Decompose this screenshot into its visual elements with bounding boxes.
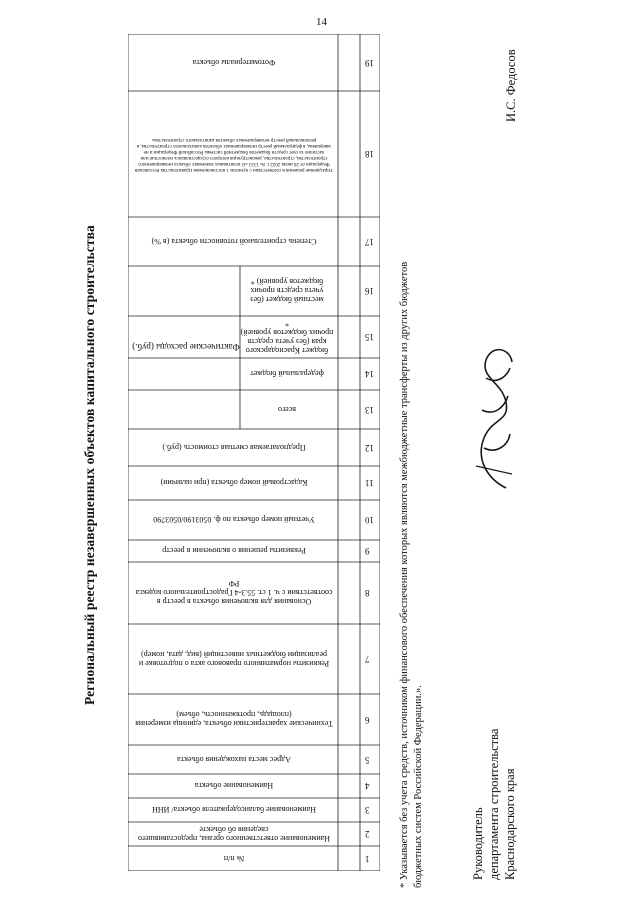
registry-table [128,34,380,871]
column-header: Предполагаемая сметная стоимость (руб.) [162,443,306,452]
column-number: 7 [365,654,370,664]
footnote [398,28,426,888]
column-header: Адрес места нахождения объекта [177,755,291,764]
column-number: 8 [365,588,370,598]
column-number: 10 [365,515,374,525]
column-header: Наименование объекта [194,781,274,791]
signer-position-line-3: Краснодарского края [503,768,517,880]
column-number: 6 [365,714,370,725]
column-number: 5 [365,754,370,765]
footnote-line-1: * Указывается без учета средств, источником финансового обеспечения которых являются межбюджетные трансферты из других бюджетов [399,261,410,888]
column-header: Основания для включения объекта в реестр в соответствии с ч. 1 ст. 55.3-4 Градостроительного кодекса РФ [135,579,333,607]
column-number: 18 [365,149,374,159]
column-number: 12 [365,442,374,453]
signer-name: И.С. Федосов [504,49,518,122]
page-number: 14 [316,16,327,28]
column-number: 9 [365,546,370,556]
column-number: 1 [365,853,370,864]
column-header: всего [278,405,297,414]
column-header: бюджет Краснодарского края (без учета средств прочих бюджетов уровней) * [240,319,334,355]
column-number: 19 [365,57,374,68]
column-number: 16 [365,286,374,296]
column-header: Кадастровый номер объекта (при наличии) [160,478,308,488]
column-number: 3 [365,805,370,815]
document-title: Региональный реестр незавершенных объектов капитального строительства [82,225,97,705]
column-number: 13 [365,404,374,415]
signer-position-line-1: Руководитель [471,807,485,880]
column-number: 14 [365,369,374,379]
column-header: Степень строительной готовности объекта (в %) [151,237,317,246]
column-header: Учетный номер объекта по ф. 0503190/0503790 [153,515,315,525]
column-header: Упразднение решения в соответствии с пунктом 1 постановления Правительства Российской Федерации от 26 июля 2022 г. № 1333 «О позитивных значениях объекта незавершенного строительства, строительство, реконструкция которого осуществлялись полностью или частично за счет средств бюджетов бюджетной системы Российской Федерации и не завершены, в федеральный реестр незавершенных объектов капитального строительства, в региональный реестр незавершенных объектов капитального строительства» [134,137,334,172]
group-header-expenses: Фактические расходы (руб.) [132,342,240,353]
column-header: Реквизиты нормативного правового акта о подготовке и реализации бюджетных инвестиций (вид, дата, номер) [138,650,330,668]
signer-position-line-2: департамента строительства [487,728,501,880]
column-header: местный бюджет (без учета средств прочих бюджетов уровней) * [250,277,324,305]
column-number: 2 [365,829,370,839]
column-header: № п/п [223,854,245,863]
column-header: Наименование балансодержателя объекта/ ИНН [152,805,316,815]
footnote-line-2: бюджетных систем Российской Федерации.». [413,685,424,888]
column-header: федеральный бюджет [250,369,324,379]
column-header: Реквизиты решения о включении в реестр [162,546,306,556]
signer-block [470,729,518,880]
column-header: Наименование ответственного органа, предоставившего сведения об объекте [137,825,331,843]
handwritten-signature [466,338,522,498]
column-header: Фотоматериалы объекта [192,58,276,67]
column-number: 11 [365,478,374,488]
column-number: 4 [365,781,370,791]
column-header: Технические характеристики объекта, единица измерения (площадь, протяженность, объем) [135,710,333,729]
column-number: 17 [365,236,374,247]
column-number: 15 [365,332,374,342]
